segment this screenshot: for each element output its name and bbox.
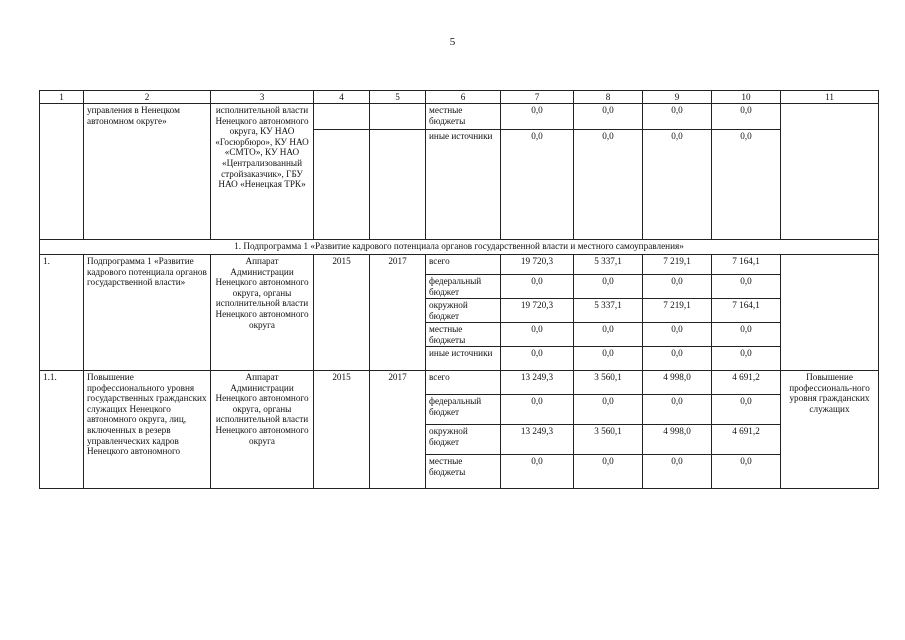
header-cell: 2 (84, 91, 211, 104)
num-cell (40, 104, 84, 240)
value-cell: 5 337,1 (574, 255, 643, 275)
value-cell: 13 249,3 (501, 425, 574, 455)
source-cell: местные бюджеты (426, 455, 501, 489)
value-cell: 7 164,1 (712, 255, 781, 275)
value-cell: 3 560,1 (574, 371, 643, 395)
table-row (40, 371, 879, 395)
value-cell: 5 337,1 (574, 299, 643, 323)
value-cell: 0,0 (574, 130, 643, 240)
header-cell: 6 (426, 91, 501, 104)
executor-cell: исполнительной власти Ненецкого автономного округа, КУ НАО «Госюрбюро», КУ НАО «СМТО», КУ НАО «Централизованный стройзаказчик», ГБУ НАО «Ненецкая ТРК» (211, 104, 314, 240)
source-cell: всего (426, 255, 501, 275)
value-cell: 0,0 (712, 130, 781, 240)
result-cell (781, 104, 879, 240)
header-cell: 1 (40, 91, 84, 104)
source-cell: местные бюджеты (426, 104, 501, 130)
value-cell: 0,0 (574, 104, 643, 130)
value-cell: 0,0 (501, 323, 574, 347)
header-cell: 7 (501, 91, 574, 104)
start-cell (314, 130, 370, 240)
start-cell (314, 104, 370, 130)
value-cell: 0,0 (574, 455, 643, 489)
value-cell: 7 219,1 (643, 255, 712, 275)
value-cell: 4 691,2 (712, 425, 781, 455)
program-table (39, 90, 879, 489)
value-cell: 4 691,2 (712, 371, 781, 395)
num-cell: 1.1. (40, 371, 84, 489)
value-cell: 0,0 (712, 275, 781, 299)
value-cell: 13 249,3 (501, 371, 574, 395)
source-cell: федеральный бюджет (426, 275, 501, 299)
value-cell: 0,0 (643, 275, 712, 299)
value-cell: 0,0 (574, 395, 643, 425)
table-row (40, 104, 879, 130)
source-cell: окружной бюджет (426, 299, 501, 323)
executor-cell: Аппарат Администрации Ненецкого автономного округа, органы исполнительной власти Ненецкого автономного округа (211, 371, 314, 489)
name-cell: Подпрограмма 1 «Развитие кадрового потенциала органов государственной власти» (84, 255, 211, 371)
executor-cell: Аппарат Администрации Ненецкого автономного округа, органы исполнительной власти Ненецкого автономного округа (211, 255, 314, 371)
value-cell: 0,0 (501, 275, 574, 299)
section-row (40, 240, 879, 255)
table-row (40, 255, 879, 275)
value-cell: 0,0 (643, 104, 712, 130)
value-cell: 0,0 (643, 323, 712, 347)
source-cell: иные источники (426, 347, 501, 371)
section-title: 1. Подпрограмма 1 «Развитие кадрового потенциала органов государственной власти и местного самоуправления» (40, 240, 879, 255)
end-cell (370, 130, 426, 240)
value-cell: 0,0 (712, 347, 781, 371)
name-cell: управления в Ненецком автономном округе» (84, 104, 211, 240)
end-cell (370, 104, 426, 130)
value-cell: 0,0 (712, 104, 781, 130)
value-cell: 0,0 (501, 395, 574, 425)
source-cell: федеральный бюджет (426, 395, 501, 425)
value-cell: 0,0 (574, 323, 643, 347)
value-cell: 0,0 (643, 455, 712, 489)
value-cell: 0,0 (501, 104, 574, 130)
header-cell: 8 (574, 91, 643, 104)
value-cell: 0,0 (712, 455, 781, 489)
value-cell: 0,0 (501, 347, 574, 371)
value-cell: 0,0 (712, 323, 781, 347)
source-cell: местные бюджеты (426, 323, 501, 347)
result-cell: Повышение профессиональ-ного уровня гражданских служащих (781, 371, 879, 489)
end-cell: 2017 (370, 371, 426, 489)
result-cell (781, 255, 879, 371)
header-cell: 3 (211, 91, 314, 104)
name-cell: Повышение профессионального уровня государственных гражданских служащих Ненецкого автономного округа, лиц, включенных в резерв управленческих кадров Ненецкого автономного (84, 371, 211, 489)
header-cell: 5 (370, 91, 426, 104)
value-cell: 0,0 (712, 395, 781, 425)
value-cell: 7 164,1 (712, 299, 781, 323)
header-cell: 10 (712, 91, 781, 104)
header-row (40, 91, 879, 104)
value-cell: 0,0 (574, 347, 643, 371)
value-cell: 0,0 (643, 395, 712, 425)
header-cell: 9 (643, 91, 712, 104)
end-cell: 2017 (370, 255, 426, 371)
value-cell: 0,0 (574, 275, 643, 299)
num-cell: 1. (40, 255, 84, 371)
value-cell: 19 720,3 (501, 299, 574, 323)
start-cell: 2015 (314, 371, 370, 489)
page-number: 5 (449, 36, 456, 48)
source-cell: иные источники (426, 130, 501, 240)
value-cell: 7 219,1 (643, 299, 712, 323)
value-cell: 4 998,0 (643, 425, 712, 455)
source-cell: окружной бюджет (426, 425, 501, 455)
header-cell: 11 (781, 91, 879, 104)
value-cell: 0,0 (643, 130, 712, 240)
value-cell: 3 560,1 (574, 425, 643, 455)
value-cell: 19 720,3 (501, 255, 574, 275)
value-cell: 0,0 (501, 130, 574, 240)
value-cell: 4 998,0 (643, 371, 712, 395)
header-cell: 4 (314, 91, 370, 104)
value-cell: 0,0 (643, 347, 712, 371)
source-cell: всего (426, 371, 501, 395)
start-cell: 2015 (314, 255, 370, 371)
value-cell: 0,0 (501, 455, 574, 489)
